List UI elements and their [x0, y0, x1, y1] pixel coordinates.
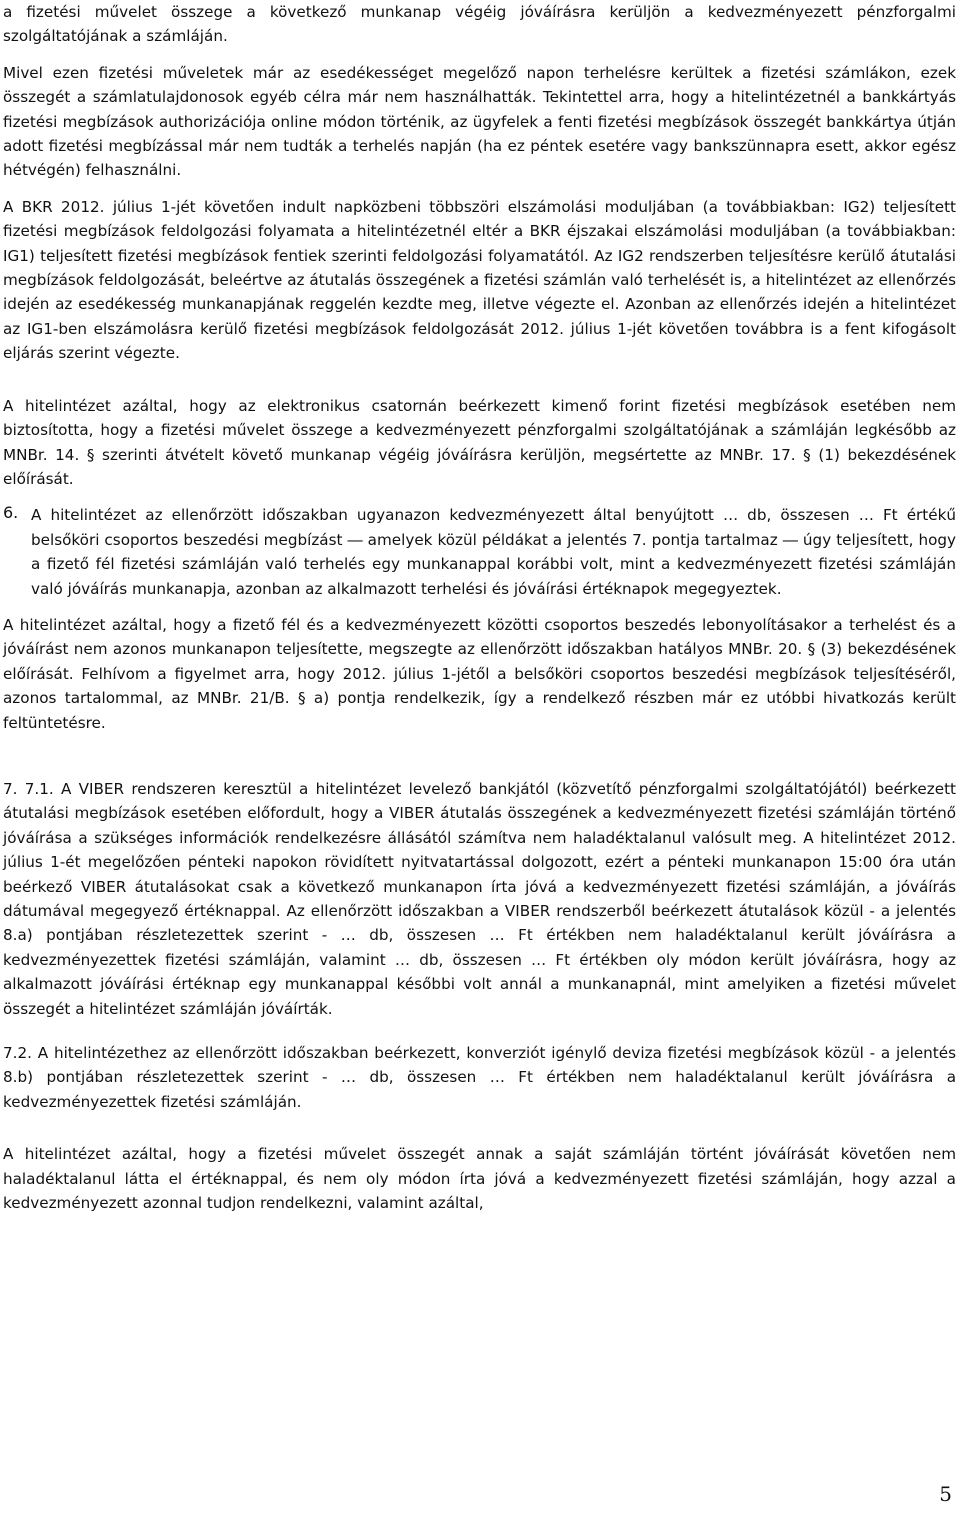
paragraph-value-date: A hitelintézet azáltal, hogy a fizetési művelet összegét annak a saját számláján történt jóváírását követően nem haladéktalanul látta el értéknappal, és nem oly módon írta jóvá a kedvezményezett fizetési számláján, hogy azzal a kedvezményezett azonnal tudjon rendelkezni, valamint azáltal,	[3, 1145, 956, 1213]
document-page	[3, 0, 956, 1215]
paragraph-viber: 7. 7.1. A VIBER rendszeren keresztül a hitelintézet levelező bankjától (közvetítő pénzforgalmi szolgáltatójától) beérkezett átutalási megbízások esetében előfordult, hogy a VIBER átutalás összegének a kedvezményezett fizetési számláján történő jóváírása a szükséges információk rendelkezésre állásától számítva nem haladéktalanul valósult meg. A hitelintézet 2012. július 1-ét megelőzően pénteki napokon rövidített nyitvatartással dolgozott, ezért a pénteki munkanapon 15:00 óra után beérkező VIBER átutalásokat csak a következő munkanapon írta jóvá a kedvezményezett fizetési számláján, a jóváírás dátumával megegyező értéknappal. Az ellenőrzött időszakban a VIBER rendszerből beérkezett átutalások közül - a jelentés 8.a) pontjában részletezettek szerint - … db, összesen … Ft értékben nem haladéktalanul került jóváírásra a kedvezményezettek fizetési számláján, valamint … db, összesen … Ft értékben oly módon került jóváírásra, hogy az alkalmazott jóváírási értéknap egy munkanappal későbbi volt annál a munkanapnál, mint amelyiken a fizetési művelet összegét a hitelintézet számláján jóváírták.	[3, 779, 956, 1018]
page-number: 5	[939, 1482, 952, 1506]
paragraph-prior-debit: Mivel ezen fizetési műveletek már az esedékességet megelőző napon terhelésre kerültek a fizetési számlákon, ezek összegét a számlatulajdonosok egyéb célra már nem használhatták. Tekintettel arra, hogy a hitelintézetnél a bankkártyás fizetési megbízások authorizációja online módon történik, az ügyfelek a fenti fizetési megbízások összegét bankkártya útján adott fizetési megbízással már nem tudták a terhelés napján (ha ez péntek esetére vagy bankszünnapra esett, akkor egész hétvégén) felhasználni.	[3, 63, 956, 180]
paragraph-finding-20: A hitelintézet azáltal, hogy a fizető fél és a kedvezményezett közötti csoportos beszedés lebonyolításakor a terhelést és a jóváírást nem azonos munkanapon teljesítette, megszegte az ellenőrzött időszakban hatályos MNBr. 20. § (3) bekezdésének előírását. Felhívom a figyelmet arra, hogy 2012. július 1-jétől a belsőköri csoportos beszedési megbízások teljesítéséről, azonos tartalommal, az MNBr. 21/B. § a) pontja rendelkezik, így a rendelkező részben már ez utóbbi hivatkozás került feltüntetésre.	[3, 615, 956, 732]
item-6	[3, 503, 956, 601]
paragraph-finding-14: A hitelintézet azáltal, hogy az elektronikus csatornán beérkezett kimenő forint fizetési megbízások esetében nem biztosította, hogy a fizetési művelet összege a kedvezményezett pénzforgalmi szolgáltatójának a számláján legkésőbb az MNBr. 14. § szerinti átvételt követő munkanap végéig jóváírásra kerüljön, megsértette az MNBr. 17. § (1) bekezdésének előírását.	[3, 396, 956, 488]
paragraph-payment-end: a fizetési művelet összege a következő munkanap végéig jóváírásra kerüljön a kedvezményezett pénzforgalmi szolgáltatójának a számláján.	[3, 3, 956, 46]
item-6-number: 6.	[3, 503, 19, 523]
paragraph-bkr-ig2: A BKR 2012. július 1-jét követően indult napközbeni többszöri elszámolási moduljában (a továbbiakban: IG2) teljesített fizetési megbízások feldolgozási folyamata a hitelintézetnél eltér a BKR éjszakai elszámolási moduljában (a továbbiakban: IG1) teljesített fizetési megbízások fentiek szerinti feldolgozási folyamatától. Az IG2 rendszerben teljesítésre kerülő átutalási megbízások feldolgozását, beleértve az átutalás összegének a fizetési számlán való terhelését is, a hitelintézet az ellenőrzés idején az esedékesség munkanapjának reggelén kezdte meg, illetve végezte el. Azonban az ellenőrzés idején a hitelintézet az IG1-ben elszámolásra kerülő fizetési megbízások feldolgozását 2012. július 1-jét követően továbbra is a fent kifogásolt eljárás szerint végezte.	[3, 197, 956, 363]
item-6-text: A hitelintézet az ellenőrzött időszakban ugyanazon kedvezményezett által benyújtott … db, összesen … Ft értékű belsőköri csoportos beszedési megbízást ― amelyek közül példákat a jelentés 7. pontja tartalmaz ― úgy teljesített, hogy a fizető fél fizetési számláján való terhelés egy munkanappal korábbi volt, mint a kedvezményezett fizetési számláján való jóváírás munkanapja, azonban az alkalmazott terhelési és jóváírási értéknapok megegyeztek.	[31, 506, 956, 598]
paragraph-conversion: 7.2. A hitelintézethez az ellenőrzött időszakban beérkezett, konverziót igénylő deviza fizetési megbízások közül - a jelentés 8.b) pontjában részletezettek szerint - … db, összesen … Ft értékben nem haladéktalanul került jóváírásra a kedvezményezettek fizetési számláján.	[3, 1044, 956, 1111]
